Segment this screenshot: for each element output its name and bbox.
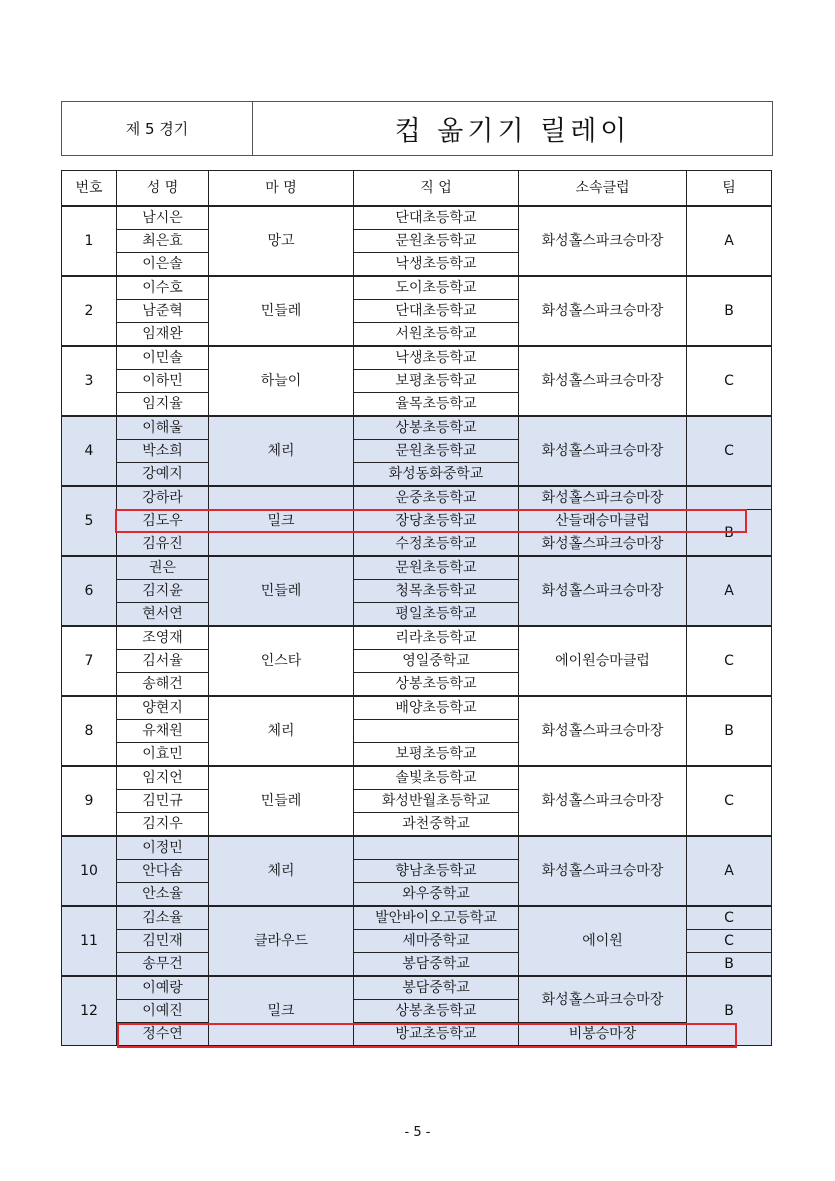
horse-name: 클라우드 xyxy=(209,906,354,976)
col-header-name: 성 명 xyxy=(117,171,209,207)
team-group xyxy=(62,556,772,626)
col-header-horse: 마 명 xyxy=(209,171,354,207)
club-name: 에이원 xyxy=(519,906,687,976)
row-number: 6 xyxy=(62,556,117,626)
club-name: 산들래승마클럽 xyxy=(519,510,687,533)
table-row xyxy=(62,1023,772,1046)
school-name: 영일중학교 xyxy=(354,650,519,673)
team-group xyxy=(62,416,772,486)
row-number: 5 xyxy=(62,486,117,556)
event-header xyxy=(61,101,773,156)
school-name: 와우중학교 xyxy=(354,883,519,907)
club-name: 화성홀스파크승마장 xyxy=(519,836,687,906)
rider-name: 남준혁 xyxy=(117,300,209,323)
rider-name: 권은 xyxy=(117,556,209,580)
table-row xyxy=(62,276,772,300)
rider-name: 이해울 xyxy=(117,416,209,440)
club-name: 화성홀스파크승마장 xyxy=(519,416,687,486)
row-number: 2 xyxy=(62,276,117,346)
rider-name: 유채원 xyxy=(117,720,209,743)
rider-name: 이정민 xyxy=(117,836,209,860)
club-name: 화성홀스파크승마장 xyxy=(519,533,687,557)
club-name: 비봉승마장 xyxy=(519,1023,687,1046)
rider-name: 김지윤 xyxy=(117,580,209,603)
school-name: 평일초등학교 xyxy=(354,603,519,627)
rider-name: 임재완 xyxy=(117,323,209,347)
club-name: 화성홀스파크승마장 xyxy=(519,276,687,346)
table-header-row xyxy=(62,171,772,207)
school-name: 보평초등학교 xyxy=(354,370,519,393)
horse-name: 밀크 xyxy=(209,486,354,556)
rider-name: 이예진 xyxy=(117,1000,209,1023)
rider-name: 현서연 xyxy=(117,603,209,627)
school-name: 문원초등학교 xyxy=(354,440,519,463)
school-name: 세마중학교 xyxy=(354,930,519,953)
game-number-label: 제 5 경기 xyxy=(62,102,253,155)
rider-name: 임지언 xyxy=(117,766,209,790)
horse-name: 밀크 xyxy=(209,976,354,1046)
col-header-school: 직 업 xyxy=(354,171,519,207)
team-group xyxy=(62,276,772,346)
school-name: 도이초등학교 xyxy=(354,276,519,300)
team-letter: A xyxy=(687,836,772,906)
team-blank xyxy=(687,486,772,510)
school-name: 서원초등학교 xyxy=(354,323,519,347)
team-group xyxy=(62,976,772,1046)
team-letter: A xyxy=(687,556,772,626)
team-letter: C xyxy=(687,766,772,836)
table-row xyxy=(62,486,772,510)
team-group xyxy=(62,906,772,976)
school-name: 배양초등학교 xyxy=(354,696,519,720)
row-number: 3 xyxy=(62,346,117,416)
rider-name: 이예랑 xyxy=(117,976,209,1000)
school-name: 단대초등학교 xyxy=(354,206,519,230)
school-name: 화성반월초등학교 xyxy=(354,790,519,813)
table-row xyxy=(62,416,772,440)
rider-name: 이민솔 xyxy=(117,346,209,370)
horse-name: 인스타 xyxy=(209,626,354,696)
team-letter: B xyxy=(687,276,772,346)
team-letter: C xyxy=(687,626,772,696)
club-name: 화성홀스파크승마장 xyxy=(519,766,687,836)
table-row xyxy=(62,533,772,557)
rider-name: 김소율 xyxy=(117,906,209,930)
table-row xyxy=(62,696,772,720)
horse-name: 민들레 xyxy=(209,766,354,836)
row-number: 10 xyxy=(62,836,117,906)
horse-name: 망고 xyxy=(209,206,354,276)
table-row xyxy=(62,626,772,650)
row-number: 9 xyxy=(62,766,117,836)
rider-name: 남시은 xyxy=(117,206,209,230)
school-name: 화성동화중학교 xyxy=(354,463,519,487)
school-name: 수정초등학교 xyxy=(354,533,519,557)
club-name: 에이원승마클럽 xyxy=(519,626,687,696)
team-letter: A xyxy=(687,206,772,276)
school-name: 과천중학교 xyxy=(354,813,519,837)
school-name: 봉담중학교 xyxy=(354,976,519,1000)
rider-name: 최은효 xyxy=(117,230,209,253)
team-group xyxy=(62,696,772,766)
team-letter: B xyxy=(687,953,772,977)
club-name: 화성홀스파크승마장 xyxy=(519,486,687,510)
rider-name: 안다솜 xyxy=(117,860,209,883)
school-name: 운중초등학교 xyxy=(354,486,519,510)
horse-name: 하늘이 xyxy=(209,346,354,416)
school-name: 청목초등학교 xyxy=(354,580,519,603)
horse-name: 체리 xyxy=(209,696,354,766)
horse-name: 체리 xyxy=(209,836,354,906)
rider-name: 정수연 xyxy=(117,1023,209,1046)
table-row xyxy=(62,976,772,1000)
school-name: 문원초등학교 xyxy=(354,230,519,253)
school-name: 솔빛초등학교 xyxy=(354,766,519,790)
rider-name: 이은솔 xyxy=(117,253,209,277)
rider-name: 김지우 xyxy=(117,813,209,837)
school-name: 리라초등학교 xyxy=(354,626,519,650)
team-group xyxy=(62,766,772,836)
school-name: 봉담중학교 xyxy=(354,953,519,977)
school-name: 상봉초등학교 xyxy=(354,673,519,697)
event-title: 컵 옮기기 릴레이 xyxy=(394,116,631,147)
team-letter: C xyxy=(687,930,772,953)
row-number: 11 xyxy=(62,906,117,976)
team-letter: C xyxy=(687,906,772,930)
team-letter: B xyxy=(687,510,772,557)
team-group xyxy=(62,206,772,276)
row-number: 7 xyxy=(62,626,117,696)
club-name: 화성홀스파크승마장 xyxy=(519,696,687,766)
school-name: 낙생초등학교 xyxy=(354,253,519,277)
school-name: 장당초등학교 xyxy=(354,510,519,533)
rider-name: 이수호 xyxy=(117,276,209,300)
rider-name: 김도우 xyxy=(117,510,209,533)
table-row xyxy=(62,556,772,580)
school-name: 율목초등학교 xyxy=(354,393,519,417)
table-row xyxy=(62,766,772,790)
horse-name: 민들레 xyxy=(209,556,354,626)
team-letter: B xyxy=(687,696,772,766)
rider-name: 김서율 xyxy=(117,650,209,673)
rider-name: 박소희 xyxy=(117,440,209,463)
horse-name: 체리 xyxy=(209,416,354,486)
club-name: 화성홀스파크승마장 xyxy=(519,976,687,1023)
school-name: 문원초등학교 xyxy=(354,556,519,580)
table-row xyxy=(62,206,772,230)
team-group xyxy=(62,836,772,906)
rider-name: 이효민 xyxy=(117,743,209,767)
team-letter: B xyxy=(687,976,772,1046)
school-name: 단대초등학교 xyxy=(354,300,519,323)
horse-name: 민들레 xyxy=(209,276,354,346)
rider-name: 강하라 xyxy=(117,486,209,510)
rider-name: 강예지 xyxy=(117,463,209,487)
roster-table xyxy=(61,170,772,1046)
col-header-team: 팀 xyxy=(687,171,772,207)
rider-name: 양현지 xyxy=(117,696,209,720)
team-letter: C xyxy=(687,346,772,416)
club-name: 화성홀스파크승마장 xyxy=(519,346,687,416)
row-number: 4 xyxy=(62,416,117,486)
page-number: - 5 - xyxy=(404,1125,431,1140)
rider-name: 김유진 xyxy=(117,533,209,557)
rider-name: 임지율 xyxy=(117,393,209,417)
table-row xyxy=(62,836,772,860)
team-letter: C xyxy=(687,416,772,486)
school-name xyxy=(354,720,519,743)
table-row xyxy=(62,510,772,533)
rider-name: 김민재 xyxy=(117,930,209,953)
row-number: 8 xyxy=(62,696,117,766)
team-group xyxy=(62,486,772,556)
rider-name: 송해건 xyxy=(117,673,209,697)
rider-name: 김민규 xyxy=(117,790,209,813)
school-name xyxy=(354,836,519,860)
club-name: 화성홀스파크승마장 xyxy=(519,556,687,626)
col-header-number: 번호 xyxy=(62,171,117,207)
rider-name: 안소율 xyxy=(117,883,209,907)
table-row xyxy=(62,906,772,930)
school-name: 보평초등학교 xyxy=(354,743,519,767)
row-number: 1 xyxy=(62,206,117,276)
club-name: 화성홀스파크승마장 xyxy=(519,206,687,276)
rider-name: 조영재 xyxy=(117,626,209,650)
school-name: 발안바이오고등학교 xyxy=(354,906,519,930)
col-header-club: 소속클럽 xyxy=(519,171,687,207)
school-name: 낙생초등학교 xyxy=(354,346,519,370)
row-number: 12 xyxy=(62,976,117,1046)
team-group xyxy=(62,346,772,416)
table-row xyxy=(62,346,772,370)
rider-name: 송무건 xyxy=(117,953,209,977)
rider-name: 이하민 xyxy=(117,370,209,393)
school-name: 상봉초등학교 xyxy=(354,416,519,440)
school-name: 상봉초등학교 xyxy=(354,1000,519,1023)
team-group xyxy=(62,626,772,696)
school-name: 향남초등학교 xyxy=(354,860,519,883)
school-name: 방교초등학교 xyxy=(354,1023,519,1046)
